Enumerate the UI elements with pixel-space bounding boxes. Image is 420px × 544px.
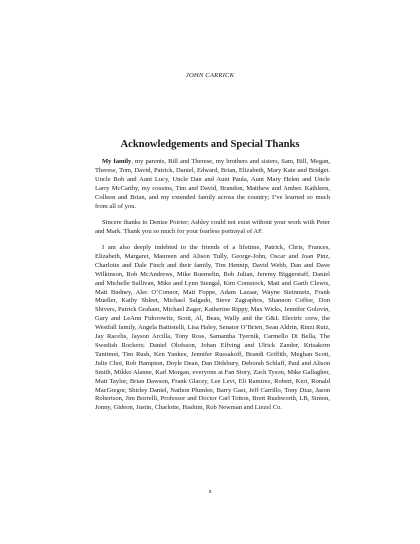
running-head: JOHN CARRICK <box>185 72 235 79</box>
paragraph-family <box>95 158 330 211</box>
paragraph-thanks: Sincere thanks to Denise Poirier; Ashley could not exist without your work with Peter and Mark. Thank you so much for your fearless portrayal of AF. <box>95 218 330 235</box>
paragraph-lead: My family <box>102 158 132 165</box>
paragraph-text: , my parents, Bill and Therese, my brothers and sisters, Sam, Bill, Megan, Therese, Tom, David, Patrick, Daniel, Edward, Brian, Elizabeth, Mary Kate and Bridget. Uncle Bob and Aunt Lucy, Uncle Dan and Aunt Paula, Aunt Mary Helen and Uncle Larry McCarthy, my cousins, Tim and David, Brandon, Matthew and Amber. Kathleen, Colleen and Brian, and my extended family across the country; I’ve learned so much from all of you. <box>95 158 330 210</box>
page-number: x <box>208 488 212 495</box>
page-title: Acknowledgements and Special Thanks <box>120 139 300 150</box>
body-text <box>95 158 330 421</box>
paragraph-friends: I am also deeply indebted to the friends of a lifetime, Patrick, Chris, Frances, Elizabeth, Margaret, Maureen and Alison Tully, George-John, Oscar and Joan Pinz, Charlotte and Dale Finch and their family, Tim Hennip, David Webb, Dan and Dave Wilkinson, Rob McAndrews, Mike Ruemelin, Bob Julian, Jeremy Biggerstaff, Daniel and Michelle Sullivan, Mike and Lynn Stengal, Kim Comstock, Matt and Garth Clewis, Matt Budney, Alec O’Connor, Matt Foppe, Adam Lazaar, Wayne Steinmetz, Frank Mueller, Kathy Shleet, Michael Salgado, Steve Zagraphos, Shannon Coffee, Don Shivers, Patrick Graham, Michael Zager, Katherine Rippy, Max Wicks, Jennifer Golovin, Gary and LeAnn Fidorowitz, Scott, Al, Beau, Wally and the G&L Electric crew, the Westfall family, Angela Battistelli, Lisa Haley, Senator O’Brien, Sean Aldrin, Rinzi Ruiz, Jay Racelis, Jayson Arcilla, Tony Ross, Samantha Tyernik, Carmello Di Bella, The Swedish Rockers; Daniel Olofsson, Johan Elfving and Ulrick Zander, Krisakorn Tanitmet, Tim Rush, Ken Yankee, Jennifer Russakoff, Brandi Griffith, Meghan Scott, Julie Choi, Rob Hampton, Doyle Dean, Dan Didsbury, Deborah Schlaff, Paul and Alison Smith, Mikko Alanne, Karl Morgan, everyone at Fan Story, Zach Tyson, Mike Gallagher, Matt Taylor, Brian Dawson, Frank Glacey, Lee Levi, Eli Ramirez, Robert, Keri, Ronald MacGregor, Shirley Daniel, Nathon Plumlee, Barry Gast, Jeff Carrillo, Tony Diaz, Jason Robertson, Jim Borrelli, Professor and Doctor Carl Totton, Brett Rushworth, LB, Simon, Jonny, Gideon, Justin, Charlotte, Hashim, Rob Newman and Liezel Co. <box>95 244 330 412</box>
